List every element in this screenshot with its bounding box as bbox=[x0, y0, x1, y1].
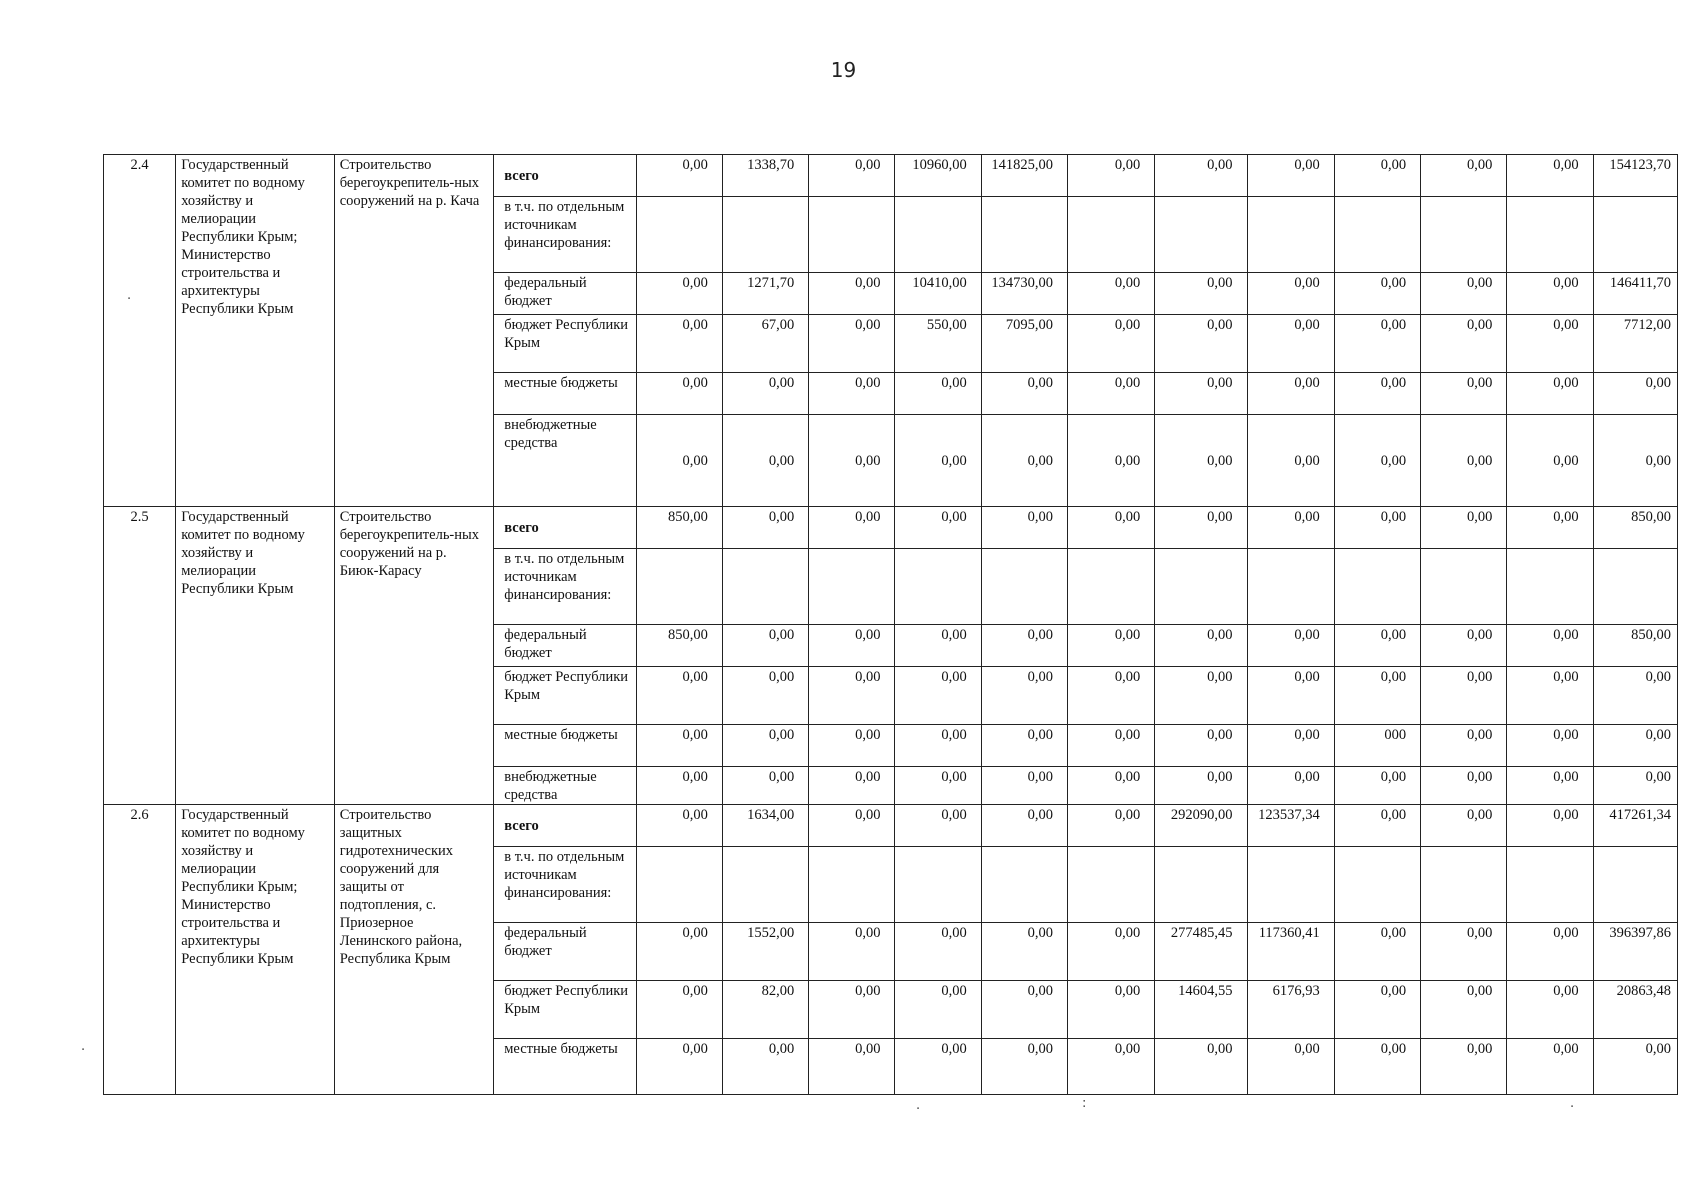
value-cell: 154123,70 bbox=[1593, 155, 1677, 197]
value-cell: 0,00 bbox=[1507, 507, 1593, 549]
value-cell bbox=[809, 549, 895, 625]
value-cell: 0,00 bbox=[1334, 155, 1420, 197]
value-cell: 141825,00 bbox=[981, 155, 1067, 197]
value-cell: 0,00 bbox=[1507, 315, 1593, 373]
value-cell: 0,00 bbox=[1067, 273, 1154, 315]
value-cell: 0,00 bbox=[1421, 981, 1507, 1039]
value-cell bbox=[722, 549, 808, 625]
value-cell: 0,00 bbox=[981, 373, 1067, 415]
value-cell: 1634,00 bbox=[722, 805, 808, 847]
value-cell bbox=[1247, 549, 1334, 625]
scan-speck: · bbox=[916, 1102, 921, 1117]
value-cell: 0,00 bbox=[1334, 667, 1420, 725]
value-cell: 0,00 bbox=[1593, 1039, 1677, 1095]
value-cell: 0,00 bbox=[1247, 155, 1334, 197]
value-cell bbox=[1334, 549, 1420, 625]
value-cell: 850,00 bbox=[1593, 625, 1677, 667]
value-cell: 0,00 bbox=[809, 273, 895, 315]
value-cell: 0,00 bbox=[1247, 373, 1334, 415]
executor-cell: Государственный комитет по водному хозяйству и мелиорации Республики Крым bbox=[176, 507, 335, 805]
value-cell: 0,00 bbox=[1067, 155, 1154, 197]
funding-total-label: всего bbox=[494, 155, 636, 197]
funding-source-label: бюджет Республики Крым bbox=[494, 667, 636, 725]
item-number: 2.5 bbox=[104, 507, 176, 805]
value-cell: 0,00 bbox=[1334, 625, 1420, 667]
page-number: 19 bbox=[830, 58, 857, 82]
value-cell: 000 bbox=[1334, 725, 1420, 767]
value-cell: 10960,00 bbox=[895, 155, 981, 197]
value-cell: 0,00 bbox=[895, 373, 981, 415]
value-cell: 0,00 bbox=[1593, 667, 1677, 725]
funding-source-label: в т.ч. по отдельным источникам финансирования: bbox=[494, 847, 636, 923]
value-cell: 850,00 bbox=[636, 625, 722, 667]
funding-source-label: бюджет Республики Крым bbox=[494, 981, 636, 1039]
value-cell bbox=[1155, 549, 1247, 625]
table-body bbox=[104, 155, 1678, 1095]
value-cell: 0,00 bbox=[722, 415, 808, 507]
value-cell bbox=[895, 197, 981, 273]
value-cell: 0,00 bbox=[895, 767, 981, 805]
value-cell: 117360,41 bbox=[1247, 923, 1334, 981]
value-cell: 0,00 bbox=[1593, 767, 1677, 805]
value-cell: 0,00 bbox=[1067, 415, 1154, 507]
value-cell: 0,00 bbox=[1067, 725, 1154, 767]
value-cell: 0,00 bbox=[1421, 767, 1507, 805]
value-cell: 850,00 bbox=[1593, 507, 1677, 549]
value-cell: 0,00 bbox=[1247, 507, 1334, 549]
value-cell: 550,00 bbox=[895, 315, 981, 373]
value-cell: 0,00 bbox=[1507, 625, 1593, 667]
value-cell: 0,00 bbox=[1067, 1039, 1154, 1095]
value-cell: 0,00 bbox=[1155, 507, 1247, 549]
value-cell: 0,00 bbox=[1334, 273, 1420, 315]
value-cell: 0,00 bbox=[636, 1039, 722, 1095]
value-cell: 0,00 bbox=[1155, 767, 1247, 805]
value-cell: 0,00 bbox=[895, 1039, 981, 1095]
value-cell: 0,00 bbox=[636, 767, 722, 805]
value-cell: 0,00 bbox=[1421, 315, 1507, 373]
value-cell: 0,00 bbox=[1247, 667, 1334, 725]
value-cell bbox=[809, 847, 895, 923]
value-cell: 0,00 bbox=[981, 805, 1067, 847]
value-cell bbox=[1421, 197, 1507, 273]
value-cell: 0,00 bbox=[1067, 667, 1154, 725]
value-cell: 0,00 bbox=[1507, 415, 1593, 507]
value-cell: 0,00 bbox=[1155, 625, 1247, 667]
funding-source-label: в т.ч. по отдельным источникам финансирования: bbox=[494, 549, 636, 625]
value-cell bbox=[981, 197, 1067, 273]
value-cell bbox=[1507, 847, 1593, 923]
funding-source-label: внебюджетные средства bbox=[494, 767, 636, 805]
value-cell: 0,00 bbox=[809, 667, 895, 725]
value-cell: 0,00 bbox=[722, 507, 808, 549]
scan-speck: · bbox=[81, 1043, 86, 1058]
value-cell: 0,00 bbox=[895, 981, 981, 1039]
scan-speck: · bbox=[127, 292, 132, 307]
value-cell: 0,00 bbox=[981, 923, 1067, 981]
value-cell: 0,00 bbox=[1334, 767, 1420, 805]
value-cell: 0,00 bbox=[1507, 273, 1593, 315]
value-cell: 0,00 bbox=[1593, 373, 1677, 415]
value-cell: 0,00 bbox=[1067, 507, 1154, 549]
value-cell: 0,00 bbox=[1507, 767, 1593, 805]
value-cell: 0,00 bbox=[809, 415, 895, 507]
value-cell: 0,00 bbox=[1421, 1039, 1507, 1095]
scan-speck: : bbox=[1082, 1096, 1087, 1111]
funding-source-label: в т.ч. по отдельным источникам финансирования: bbox=[494, 197, 636, 273]
value-cell: 134730,00 bbox=[981, 273, 1067, 315]
value-cell: 0,00 bbox=[895, 625, 981, 667]
value-cell: 0,00 bbox=[1334, 923, 1420, 981]
value-cell: 14604,55 bbox=[1155, 981, 1247, 1039]
value-cell: 0,00 bbox=[636, 373, 722, 415]
value-cell: 1552,00 bbox=[722, 923, 808, 981]
executor-cell: Государственный комитет по водному хозяйству и мелиорации Республики Крым; Министерство строительства и архитектуры Республики Крым bbox=[176, 155, 335, 507]
value-cell bbox=[1247, 847, 1334, 923]
value-cell: 0,00 bbox=[1067, 805, 1154, 847]
value-cell: 0,00 bbox=[636, 415, 722, 507]
value-cell: 0,00 bbox=[895, 805, 981, 847]
value-cell: 0,00 bbox=[722, 373, 808, 415]
value-cell bbox=[1247, 197, 1334, 273]
value-cell: 0,00 bbox=[636, 981, 722, 1039]
value-cell: 0,00 bbox=[981, 625, 1067, 667]
budget-table bbox=[103, 154, 1678, 1095]
value-cell: 0,00 bbox=[1334, 373, 1420, 415]
value-cell: 0,00 bbox=[1155, 667, 1247, 725]
value-cell: 0,00 bbox=[1593, 725, 1677, 767]
value-cell: 0,00 bbox=[1593, 415, 1677, 507]
item-number: 2.4 bbox=[104, 155, 176, 507]
value-cell: 0,00 bbox=[981, 981, 1067, 1039]
value-cell: 0,00 bbox=[809, 507, 895, 549]
value-cell: 0,00 bbox=[1507, 923, 1593, 981]
item-number: 2.6 bbox=[104, 805, 176, 1095]
value-cell: 1338,70 bbox=[722, 155, 808, 197]
value-cell bbox=[981, 847, 1067, 923]
funding-source-label: бюджет Республики Крым bbox=[494, 315, 636, 373]
value-cell bbox=[1421, 847, 1507, 923]
value-cell: 0,00 bbox=[722, 667, 808, 725]
value-cell bbox=[1593, 847, 1677, 923]
value-cell: 0,00 bbox=[1334, 315, 1420, 373]
value-cell: 0,00 bbox=[1067, 373, 1154, 415]
value-cell: 0,00 bbox=[1421, 805, 1507, 847]
table-row bbox=[104, 805, 1678, 847]
value-cell: 0,00 bbox=[1507, 725, 1593, 767]
value-cell: 0,00 bbox=[809, 805, 895, 847]
value-cell: 0,00 bbox=[1155, 155, 1247, 197]
value-cell: 0,00 bbox=[1155, 725, 1247, 767]
value-cell: 0,00 bbox=[1421, 373, 1507, 415]
value-cell: 0,00 bbox=[1067, 767, 1154, 805]
value-cell: 417261,34 bbox=[1593, 805, 1677, 847]
table-row bbox=[104, 507, 1678, 549]
value-cell: 0,00 bbox=[1507, 1039, 1593, 1095]
activity-cell: Строительство берегоукрепитель-ных сооружений на р. Биюк-Карасу bbox=[334, 507, 494, 805]
value-cell: 20863,48 bbox=[1593, 981, 1677, 1039]
funding-source-label: федеральный бюджет bbox=[494, 923, 636, 981]
value-cell: 0,00 bbox=[636, 725, 722, 767]
value-cell: 0,00 bbox=[981, 667, 1067, 725]
value-cell: 82,00 bbox=[722, 981, 808, 1039]
value-cell: 0,00 bbox=[722, 1039, 808, 1095]
value-cell bbox=[1067, 847, 1154, 923]
value-cell: 0,00 bbox=[1247, 273, 1334, 315]
value-cell: 0,00 bbox=[809, 725, 895, 767]
value-cell: 0,00 bbox=[1421, 923, 1507, 981]
value-cell bbox=[722, 847, 808, 923]
value-cell: 0,00 bbox=[1247, 1039, 1334, 1095]
value-cell: 67,00 bbox=[722, 315, 808, 373]
value-cell: 0,00 bbox=[1334, 805, 1420, 847]
value-cell: 292090,00 bbox=[1155, 805, 1247, 847]
funding-source-label: федеральный бюджет bbox=[494, 625, 636, 667]
value-cell: 0,00 bbox=[1334, 415, 1420, 507]
value-cell bbox=[895, 549, 981, 625]
funding-total-label: всего bbox=[494, 507, 636, 549]
scan-speck: · bbox=[1570, 1100, 1575, 1115]
value-cell: 0,00 bbox=[1334, 981, 1420, 1039]
value-cell: 0,00 bbox=[1067, 315, 1154, 373]
value-cell: 0,00 bbox=[1421, 667, 1507, 725]
value-cell: 0,00 bbox=[1421, 625, 1507, 667]
value-cell: 0,00 bbox=[1067, 981, 1154, 1039]
value-cell: 0,00 bbox=[809, 767, 895, 805]
value-cell: 0,00 bbox=[1155, 315, 1247, 373]
value-cell bbox=[895, 847, 981, 923]
funding-source-label: местные бюджеты bbox=[494, 1039, 636, 1095]
value-cell: 0,00 bbox=[722, 625, 808, 667]
value-cell: 0,00 bbox=[1155, 373, 1247, 415]
value-cell: 0,00 bbox=[1507, 667, 1593, 725]
value-cell: 123537,34 bbox=[1247, 805, 1334, 847]
value-cell: 0,00 bbox=[809, 315, 895, 373]
funding-source-label: местные бюджеты bbox=[494, 725, 636, 767]
value-cell bbox=[1334, 197, 1420, 273]
value-cell: 0,00 bbox=[1155, 273, 1247, 315]
value-cell bbox=[722, 197, 808, 273]
funding-source-label: внебюджетные средства bbox=[494, 415, 636, 507]
value-cell: 0,00 bbox=[636, 923, 722, 981]
value-cell bbox=[1155, 847, 1247, 923]
value-cell: 146411,70 bbox=[1593, 273, 1677, 315]
value-cell bbox=[1421, 549, 1507, 625]
value-cell: 396397,86 bbox=[1593, 923, 1677, 981]
value-cell: 7095,00 bbox=[981, 315, 1067, 373]
value-cell: 0,00 bbox=[895, 667, 981, 725]
value-cell: 6176,93 bbox=[1247, 981, 1334, 1039]
value-cell: 0,00 bbox=[1421, 155, 1507, 197]
value-cell: 0,00 bbox=[1247, 767, 1334, 805]
value-cell bbox=[1334, 847, 1420, 923]
funding-source-label: местные бюджеты bbox=[494, 373, 636, 415]
value-cell: 0,00 bbox=[1421, 415, 1507, 507]
value-cell: 0,00 bbox=[1155, 1039, 1247, 1095]
value-cell bbox=[636, 847, 722, 923]
value-cell: 0,00 bbox=[1507, 805, 1593, 847]
value-cell: 0,00 bbox=[636, 315, 722, 373]
value-cell bbox=[1593, 549, 1677, 625]
value-cell: 0,00 bbox=[809, 625, 895, 667]
value-cell: 0,00 bbox=[1247, 415, 1334, 507]
activity-cell: Строительство берегоукрепитель-ных сооружений на р. Кача bbox=[334, 155, 494, 507]
value-cell: 0,00 bbox=[1067, 923, 1154, 981]
value-cell: 0,00 bbox=[981, 725, 1067, 767]
value-cell: 0,00 bbox=[1507, 155, 1593, 197]
value-cell: 0,00 bbox=[1247, 315, 1334, 373]
value-cell bbox=[809, 197, 895, 273]
value-cell bbox=[1067, 197, 1154, 273]
value-cell: 7712,00 bbox=[1593, 315, 1677, 373]
value-cell: 0,00 bbox=[981, 767, 1067, 805]
value-cell: 0,00 bbox=[895, 415, 981, 507]
value-cell: 0,00 bbox=[809, 155, 895, 197]
value-cell: 0,00 bbox=[1067, 625, 1154, 667]
value-cell: 0,00 bbox=[981, 507, 1067, 549]
value-cell: 0,00 bbox=[722, 725, 808, 767]
value-cell: 0,00 bbox=[1507, 373, 1593, 415]
value-cell: 0,00 bbox=[722, 767, 808, 805]
value-cell: 0,00 bbox=[636, 667, 722, 725]
value-cell: 0,00 bbox=[1421, 725, 1507, 767]
funding-source-label: федеральный бюджет bbox=[494, 273, 636, 315]
value-cell bbox=[1593, 197, 1677, 273]
value-cell: 0,00 bbox=[1247, 725, 1334, 767]
value-cell: 0,00 bbox=[809, 923, 895, 981]
executor-cell: Государственный комитет по водному хозяйству и мелиорации Республики Крым; Министерство строительства и архитектуры Республики Крым bbox=[176, 805, 335, 1095]
value-cell: 0,00 bbox=[1507, 981, 1593, 1039]
value-cell bbox=[1155, 197, 1247, 273]
value-cell: 277485,45 bbox=[1155, 923, 1247, 981]
value-cell: 0,00 bbox=[981, 415, 1067, 507]
funding-total-label: всего bbox=[494, 805, 636, 847]
value-cell: 0,00 bbox=[1334, 507, 1420, 549]
activity-cell: Строительство защитных гидротехнических сооружений для защиты от подтопления, с. Приозерное Ленинского района, Республика Крым bbox=[334, 805, 494, 1095]
value-cell: 0,00 bbox=[1247, 625, 1334, 667]
value-cell: 0,00 bbox=[1421, 507, 1507, 549]
value-cell bbox=[981, 549, 1067, 625]
value-cell: 1271,70 bbox=[722, 273, 808, 315]
value-cell: 10410,00 bbox=[895, 273, 981, 315]
value-cell: 0,00 bbox=[636, 155, 722, 197]
value-cell: 0,00 bbox=[1421, 273, 1507, 315]
value-cell: 0,00 bbox=[895, 507, 981, 549]
value-cell: 0,00 bbox=[895, 725, 981, 767]
value-cell: 0,00 bbox=[1334, 1039, 1420, 1095]
value-cell bbox=[1507, 549, 1593, 625]
value-cell: 0,00 bbox=[1155, 415, 1247, 507]
value-cell: 850,00 bbox=[636, 507, 722, 549]
value-cell bbox=[636, 197, 722, 273]
value-cell: 0,00 bbox=[809, 981, 895, 1039]
value-cell: 0,00 bbox=[809, 1039, 895, 1095]
table-row bbox=[104, 155, 1678, 197]
value-cell: 0,00 bbox=[895, 923, 981, 981]
value-cell: 0,00 bbox=[981, 1039, 1067, 1095]
value-cell: 0,00 bbox=[809, 373, 895, 415]
value-cell: 0,00 bbox=[636, 273, 722, 315]
value-cell: 0,00 bbox=[636, 805, 722, 847]
value-cell bbox=[636, 549, 722, 625]
value-cell bbox=[1067, 549, 1154, 625]
value-cell bbox=[1507, 197, 1593, 273]
